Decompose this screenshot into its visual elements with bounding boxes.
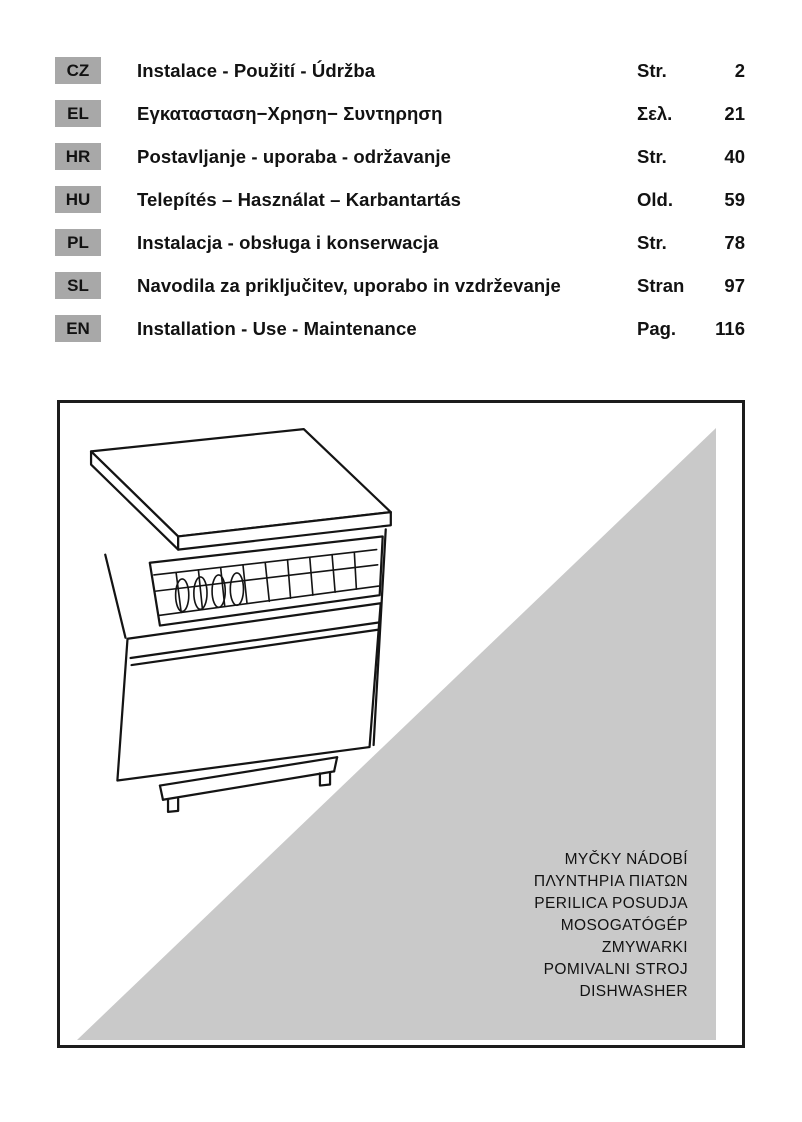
product-name: PERILICA POSUDJA <box>534 895 688 912</box>
page-number: 78 <box>724 231 745 253</box>
language-row-hu <box>55 178 745 221</box>
language-row-cz <box>55 49 745 92</box>
product-name: POMIVALNI STROJ <box>543 961 688 978</box>
language-title: Telepítés – Használat – Karbantartás <box>137 188 462 210</box>
page-number: 116 <box>715 317 745 339</box>
language-title: Installation - Use - Maintenance <box>137 317 417 339</box>
language-index <box>55 49 745 350</box>
page-number: 40 <box>724 145 745 167</box>
language-title: Instalacja - obsługa i konserwacja <box>137 231 439 253</box>
page-label: Str. <box>637 231 667 253</box>
page-number: 2 <box>734 59 745 81</box>
language-badge: EN <box>55 315 101 342</box>
page-label: Str. <box>637 145 667 167</box>
page-label: Σελ. <box>637 102 673 124</box>
page-label: Pag. <box>637 317 677 339</box>
page-label: Stran <box>637 274 685 296</box>
cover-box <box>57 400 745 1048</box>
page-label: Old. <box>637 188 673 210</box>
language-title: Εγκατασταση−Χρηση− Συντηρηση <box>137 102 443 124</box>
language-row-en <box>55 307 745 350</box>
page-number: 97 <box>724 274 745 296</box>
language-badge: HR <box>55 143 101 170</box>
product-name: DISHWASHER <box>579 983 688 1000</box>
product-name: MYČKY NÁDOBÍ <box>564 851 688 868</box>
language-title: Instalace - Použití - Údržba <box>137 59 376 81</box>
product-name: ZMYWARKI <box>601 939 688 956</box>
product-name: ΠΛΥΝΤΗΡΙΑ ΠΙΑΤΩΝ <box>533 873 688 890</box>
page-number: 21 <box>724 102 745 124</box>
language-badge: SL <box>55 272 101 299</box>
product-names-list <box>534 849 688 1003</box>
dishwasher-illustration <box>78 421 414 821</box>
language-title: Postavljanje - uporaba - održavanje <box>137 145 451 167</box>
language-row-el <box>55 92 745 135</box>
language-title: Navodila za priključitev, uporabo in vzdrževanje <box>137 274 561 296</box>
page-label: Str. <box>637 59 667 81</box>
language-badge: PL <box>55 229 101 256</box>
page-number: 59 <box>724 188 745 210</box>
product-name: MOSOGATÓGÉP <box>560 917 688 934</box>
language-row-pl <box>55 221 745 264</box>
language-row-sl <box>55 264 745 307</box>
language-row-hr <box>55 135 745 178</box>
language-badge: CZ <box>55 57 101 84</box>
language-badge: HU <box>55 186 101 213</box>
language-badge: EL <box>55 100 101 127</box>
